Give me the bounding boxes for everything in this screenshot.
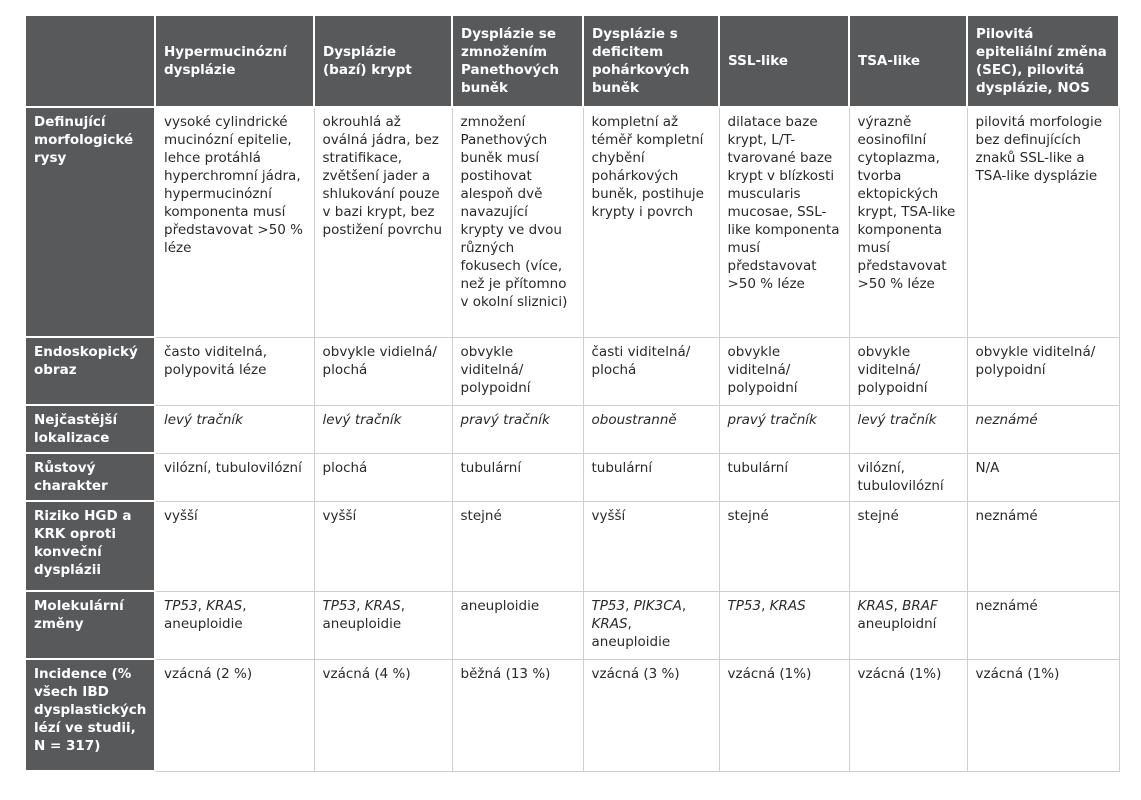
row-label-endoscopy: Endoskopický obraz: [25, 337, 155, 405]
row-label-morphology: Definující morfologické rysy: [25, 107, 155, 337]
table-cell: pravý tračník: [719, 405, 849, 453]
dysplasia-table: [24, 14, 1120, 772]
table-cell: vzácná (1%): [967, 659, 1119, 771]
table-cell: pilovitá morfologie bez definujících znaků SSL-like a TSA-like dysplázie: [967, 107, 1119, 337]
table-cell: pravý tračník: [452, 405, 583, 453]
table-cell: [849, 591, 967, 659]
gene-name: KRAS: [769, 597, 806, 614]
table-cell: vilózní, tubulovilózní: [849, 453, 967, 501]
gene-name: TP53: [164, 597, 198, 614]
table-cell: výrazně eosinofilní cytoplazma, tvorba ektopických krypt, TSA-like komponenta musí představovat >50 % léze: [849, 107, 967, 337]
table-cell: obvykle vidielná/ plochá: [314, 337, 452, 405]
table-row: [25, 453, 1119, 501]
table-cell: vzácná (2 %): [155, 659, 314, 771]
header-goblet-deficient: Dysplázie s deficitem pohárkových buněk: [583, 15, 719, 107]
table-cell: vzácná (4 %): [314, 659, 452, 771]
table-cell: časti viditelná/ plochá: [583, 337, 719, 405]
header-corner: [25, 15, 155, 107]
gene-name: TP53: [591, 597, 626, 614]
table-row: [25, 405, 1119, 453]
header-hypermucinous: Hypermucinózní dysplázie: [155, 15, 314, 107]
separator: ,: [681, 597, 687, 614]
table-row: [25, 501, 1119, 591]
row-label-localization: Nejčastější lokalizace: [25, 405, 155, 453]
table-cell: vilózní, tubulovilózní: [155, 453, 314, 501]
table-cell: N/A: [967, 453, 1119, 501]
table-cell: levý tračník: [314, 405, 452, 453]
cell-text: aneuploidie: [322, 615, 402, 632]
table-cell: okrouhlá až oválná jádra, bez stratifikace, zvětšení jader a shlukování pouze v bazi krypt, bez postižení povrchu: [314, 107, 452, 337]
table-cell: stejné: [849, 501, 967, 591]
table-cell: vyšší: [155, 501, 314, 591]
table-cell: stejné: [452, 501, 583, 591]
header-tsa-like: TSA-like: [849, 15, 967, 107]
gene-name: KRAS: [591, 615, 628, 632]
table-cell: obvykle viditelná/ polypoidní: [967, 337, 1119, 405]
table-cell: stejné: [719, 501, 849, 591]
row-label-incidence: Incidence (% všech IBD dysplastických lézí ve studii, N = 317): [25, 659, 155, 771]
header-crypt-dysplasia: Dysplázie (bazí) krypt: [314, 15, 452, 107]
table-cell: kompletní až téměř kompletní chybění pohárkových buněk, postihuje krypty i povrch: [583, 107, 719, 337]
header-row: [25, 15, 1119, 107]
table-cell: neznámé: [967, 591, 1119, 659]
table-cell: zmnožení Panethových buněk musí postihovat alespoň dvě navazující krypty ve dvou různých fokusech (více, než je přítomno v okolní sliznici): [452, 107, 583, 337]
table-cell: vzácná (1%): [719, 659, 849, 771]
table-cell: vyšší: [314, 501, 452, 591]
table-cell: levý tračník: [849, 405, 967, 453]
gene-name: BRAF: [902, 597, 938, 614]
table-cell: aneuploidie: [452, 591, 583, 659]
table-cell: obvykle viditelná/ polypoidní: [849, 337, 967, 405]
separator: ,: [400, 597, 406, 614]
table-cell: neznámé: [967, 405, 1119, 453]
row-label-molecular: Molekulární změny: [25, 591, 155, 659]
gene-name: KRAS: [206, 597, 243, 614]
gene-name: KRAS: [857, 597, 894, 614]
table-cell: běžná (13 %): [452, 659, 583, 771]
separator: ,: [625, 597, 634, 614]
table-cell: [155, 591, 314, 659]
table-cell: obvykle viditelná/ polypoidní: [452, 337, 583, 405]
table-cell: vysoké cylindrické mucinózní epitelie, lehce protáhlá hyperchromní jádra, hypermucinózní komponenta musí představovat >50 % léze: [155, 107, 314, 337]
row-label-growth: Růstový charakter: [25, 453, 155, 501]
cell-text: aneuploidní: [857, 615, 937, 632]
separator: ,: [242, 597, 247, 614]
cell-text: aneuploidie: [591, 633, 671, 650]
table-cell: často viditelná, polypovitá léze: [155, 337, 314, 405]
separator: ,: [627, 615, 632, 632]
table-cell: tubulární: [583, 453, 719, 501]
separator: ,: [356, 597, 365, 614]
table-cell: dilatace baze krypt, L/T-tvarované baze krypt v blízkosti muscularis mucosae, SSL-like komponenta musí představovat >50 % léze: [719, 107, 849, 337]
table-cell: [719, 591, 849, 659]
row-label-risk: Riziko HGD a KRK oproti konveční dysplázii: [25, 501, 155, 591]
separator: ,: [761, 597, 770, 614]
table-cell: levý tračník: [155, 405, 314, 453]
table-row: [25, 659, 1119, 771]
header-serrated: Pilovitá epiteliální změna (SEC), pilovitá dysplázie, NOS: [967, 15, 1119, 107]
table-cell: obvykle viditelná/ polypoidní: [719, 337, 849, 405]
table-row: [25, 337, 1119, 405]
separator: ,: [197, 597, 207, 614]
table-cell: [314, 591, 452, 659]
table-cell: vzácná (1%): [849, 659, 967, 771]
table-cell: neznámé: [967, 501, 1119, 591]
table-cell: [583, 591, 719, 659]
header-paneth: Dysplázie se zmnožením Panethových buněk: [452, 15, 583, 107]
header-ssl-like: SSL-like: [719, 15, 849, 107]
table-cell: oboustranně: [583, 405, 719, 453]
table-cell: plochá: [314, 453, 452, 501]
table-cell: tubulární: [719, 453, 849, 501]
gene-name: PIK3CA: [633, 597, 682, 614]
table-row: [25, 591, 1119, 659]
table-cell: vyšší: [583, 501, 719, 591]
gene-name: TP53: [727, 597, 762, 614]
table-cell: tubulární: [452, 453, 583, 501]
gene-name: TP53: [322, 597, 357, 614]
table-row: [25, 107, 1119, 337]
separator: ,: [893, 597, 903, 614]
gene-name: KRAS: [364, 597, 401, 614]
cell-text: aneuploidie: [164, 615, 243, 632]
table-cell: vzácná (3 %): [583, 659, 719, 771]
